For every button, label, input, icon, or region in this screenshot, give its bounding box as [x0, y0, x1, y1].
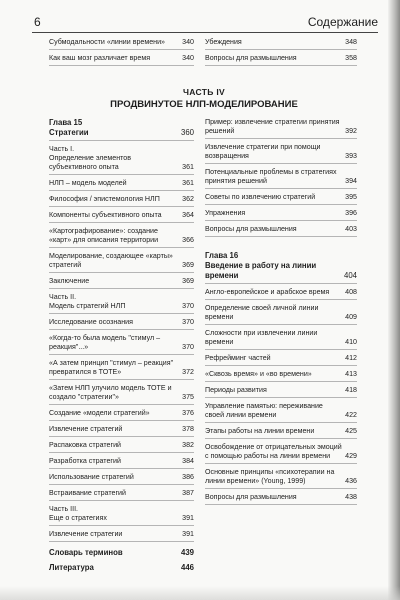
glossary-entry: Словарь терминов 439 — [49, 548, 194, 557]
toc-entry: «А затем принцип "стимул – реакция" превратился в ТОТЕ» 372 — [49, 359, 194, 380]
toc-entry: «Картографирование»: создание «карт» для описания территории 366 — [49, 227, 194, 248]
toc-entry: Убеждения 348 — [205, 38, 357, 50]
section-label: Часть III. — [49, 505, 79, 513]
literature-entry: Литература 446 — [49, 563, 194, 572]
left-column — [49, 118, 194, 578]
page-bottom-shadow — [0, 586, 400, 600]
part-label: ЧАСТЬ IV — [183, 87, 225, 97]
toc-entry: Основные принципы «психотерапии на линии времени» (Young, 1999) 436 — [205, 468, 357, 489]
right-column — [205, 118, 357, 509]
toc-entry: Извлечение стратегии 391 — [49, 530, 194, 542]
chapter-label: Глава 16 — [205, 251, 239, 260]
toc-entry: Извлечение стратегии при помощи возвращения 393 — [205, 143, 357, 164]
toc-entry: Философия / эпистемология НЛП 362 — [49, 195, 194, 207]
top-left-entries — [49, 38, 194, 70]
toc-entry: Заключение 369 — [49, 277, 194, 289]
toc-entry: Потенциальные проблемы в стратегиях принятия решений 394 — [205, 168, 357, 189]
part-heading — [44, 87, 364, 110]
toc-entry: Сложности при извлечении линии времени 410 — [205, 329, 357, 350]
toc-entry: Периоды развития 418 — [205, 386, 357, 398]
toc-entry: Еще о стратегиях 391 — [49, 514, 194, 526]
toc-entry: Вопросы для размышления 438 — [205, 493, 357, 505]
toc-entry: Компоненты субъективного опыта 364 — [49, 211, 194, 223]
toc-entry: «Сквозь время» и «во времени» 413 — [205, 370, 357, 382]
toc-entry: Определение элементов субъективного опыта 361 — [49, 154, 194, 175]
toc-entry: Советы по извлечению стратегий 395 — [205, 193, 357, 205]
toc-entry: Как ваш мозг различает время 340 — [49, 54, 194, 66]
toc-entry: «Затем НЛП улучило модель ТОТЕ и создало "стратегии"» 375 — [49, 384, 194, 405]
toc-entry: Создание «модели стратегий» 376 — [49, 409, 194, 421]
toc-entry: Модель стратегий НЛП 370 — [49, 302, 194, 314]
toc-entry: Управление памятью: переживание своей линии времени 422 — [205, 402, 357, 423]
toc-entry: «Когда-то была модель "стимул – реакция"...» 370 — [49, 334, 194, 355]
toc-entry: Моделирование, создающее «карты» стратегий 369 — [49, 252, 194, 273]
chapter-title-entry: Введение в работу на линии времени 404 — [205, 261, 357, 284]
chapter-title-entry: Стратегии 360 — [49, 128, 194, 141]
top-right-entries — [205, 38, 357, 70]
section-label: Часть II. — [49, 293, 77, 301]
section-label: Часть I. — [49, 145, 75, 153]
page-number: 6 — [34, 15, 41, 29]
toc-entry: Англо-европейское и арабское время 408 — [205, 288, 357, 300]
toc-entry: Этапы работы на линии времени 425 — [205, 427, 357, 439]
toc-entry: Использование стратегий 386 — [49, 473, 194, 485]
book-spine-shadow — [388, 0, 400, 600]
page-header — [32, 13, 378, 33]
chapter-label: Глава 15 — [49, 118, 83, 127]
toc-entry: Разработка стратегий 384 — [49, 457, 194, 469]
toc-entry: Вопросы для размышления 403 — [205, 225, 357, 237]
part-title: ПРОДВИНУТОЕ НЛП-МОДЕЛИРОВАНИЕ — [110, 99, 298, 110]
toc-entry: Извлечение стратегий 378 — [49, 425, 194, 437]
toc-entry: Исследование осознания 370 — [49, 318, 194, 330]
toc-entry: Определение своей личной линии времени 409 — [205, 304, 357, 325]
toc-entry: Вопросы для размышления 358 — [205, 54, 357, 66]
toc-entry: Встраивание стратегий 387 — [49, 489, 194, 501]
running-title: Содержание — [307, 15, 378, 29]
toc-entry: НЛП – модель моделей 361 — [49, 179, 194, 191]
toc-entry: Субмодальности «линии времени» 340 — [49, 38, 194, 50]
toc-entry: Упражнения 396 — [205, 209, 357, 221]
toc-entry: Пример: извлечение стратегии принятия решений 392 — [205, 118, 357, 139]
toc-entry: Рефрейминг частей 412 — [205, 354, 357, 366]
toc-entry: Распаковка стратегий 382 — [49, 441, 194, 453]
toc-entry: Освобождение от отрицательных эмоций с помощью работы на линии времени 429 — [205, 443, 357, 464]
